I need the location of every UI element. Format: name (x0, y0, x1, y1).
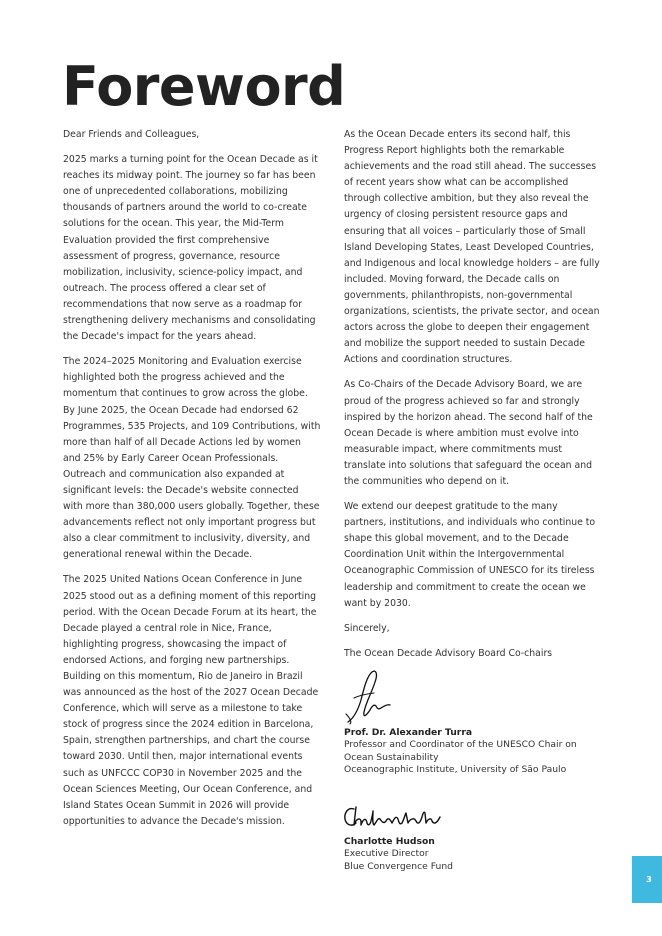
signatory-role: Professor and Coordinator of the UNESCO Chair on Ocean Sustainability (344, 739, 577, 763)
paragraph-second-half: As the Ocean Decade enters its second half, this Progress Report highlights both the remarkable achievements and the road still ahead. The successes of recent years show what can be accomplished through collective ambition, but they also reveal the urgency of closing persistent resource gaps and ensuring that all voices – particularly those of Small Island Developing States, Least Developed Countries, and Indigenous and local knowledge holders – are fully included. Moving forward, the Decade calls on governments, philanthropists, non-governmental organizations, scientists, the private sector, and ocean actors across the globe to deepen their engagement and mobilize the support needed to sustain Decade Actions and coordination structures. (344, 129, 600, 366)
paragraph-co-chairs: As Co-Chairs of the Decade Advisory Board, we are proud of the progress achieved so far and strongly inspired by the horizon ahead. The second half of the Ocean Decade is where ambition must evolve into measurable impact, where commitments must translate into solutions that safeguard the ocean and the communities who depend on it. (344, 379, 593, 487)
page-number: 3 (632, 856, 662, 903)
right-column (344, 127, 602, 671)
signature-hudson (342, 803, 442, 831)
paragraph-conference: The 2025 United Nations Ocean Conference in June 2025 stood out as a defining moment of this reporting period. With the Ocean Decade Forum at its heart, the Decade played a central role in Nice, France, highlighting progress, showcasing the impact of endorsed Actions, and forging new partnerships. Building on this momentum, Rio de Janeiro in Brazil was announced as the host of the 2027 Ocean Decade Conference, which will serve as a milestone to take stock of progress since the 2024 edition in Barcelona, Spain, strengthen partnerships, and chart the course toward 2030. Until then, major international events such as UNFCCC COP30 in November 2025 and the Ocean Sciences Meeting, Our Ocean Conference, and Island States Ocean Summit in 2026 will provide opportunities to advance the Decade's mission. (63, 574, 319, 827)
paragraph-midway: 2025 marks a turning point for the Ocean Decade as it reaches its midway point. The journey so far has been one of unprecedented collaborations, mobilizing thousands of partners around the world to co-create solutions for the ocean. This year, the Mid-Term Evaluation provided the first comprehensive assessment of progress, governance, resource mobilization, inclusivity, science-policy impact, and outreach. The process offered a clear set of recommendations that now serve as a roadmap for strengthening delivery mechanisms and consolidating the Decade's impact for the years ahead. (63, 154, 318, 343)
signatory-name: Charlotte Hudson (344, 836, 435, 847)
signatory-name: Prof. Dr. Alexander Turra (344, 727, 473, 738)
signatory-hudson (344, 836, 594, 873)
signatory-org: Oceanographic Institute, University of São Paulo (344, 764, 567, 776)
left-column (63, 127, 321, 839)
signatory-turra (344, 727, 594, 777)
paragraph-gratitude: We extend our deepest gratitude to the many partners, institutions, and individuals who continue to shape this global movement, and to the Decade Coordination Unit within the Intergovernmental Oceanographic Commission of UNESCO for its tireless leadership and commitment to create the ocean we want by 2030. (344, 501, 596, 609)
signatory-role: Executive Director (344, 848, 429, 860)
page-title: Foreword (62, 55, 346, 118)
closing: Sincerely, (344, 622, 390, 634)
salutation: Dear Friends and Colleagues, (63, 129, 200, 140)
paragraph-monitoring: The 2024–2025 Monitoring and Evaluation exercise highlighted both the progress achieved and the momentum that continues to grow across the globe. By June 2025, the Ocean Decade had endorsed 62 Programmes, 535 Projects, and 109 Contributions, with more than half of all Decade Actions led by women and 25% by Early Career Ocean Professionals. Outreach and communication also expanded at significant levels: the Decade's website connected with more than 380,000 users globally. Together, these advancements reflect not only important progress but also a clear commitment to inclusivity, diversity, and generational renewal within the Decade. (63, 356, 321, 561)
signature-turra (344, 668, 394, 726)
closing-signoff: The Ocean Decade Advisory Board Co-chairs (344, 647, 553, 659)
signatory-org: Blue Convergence Fund (344, 860, 454, 872)
